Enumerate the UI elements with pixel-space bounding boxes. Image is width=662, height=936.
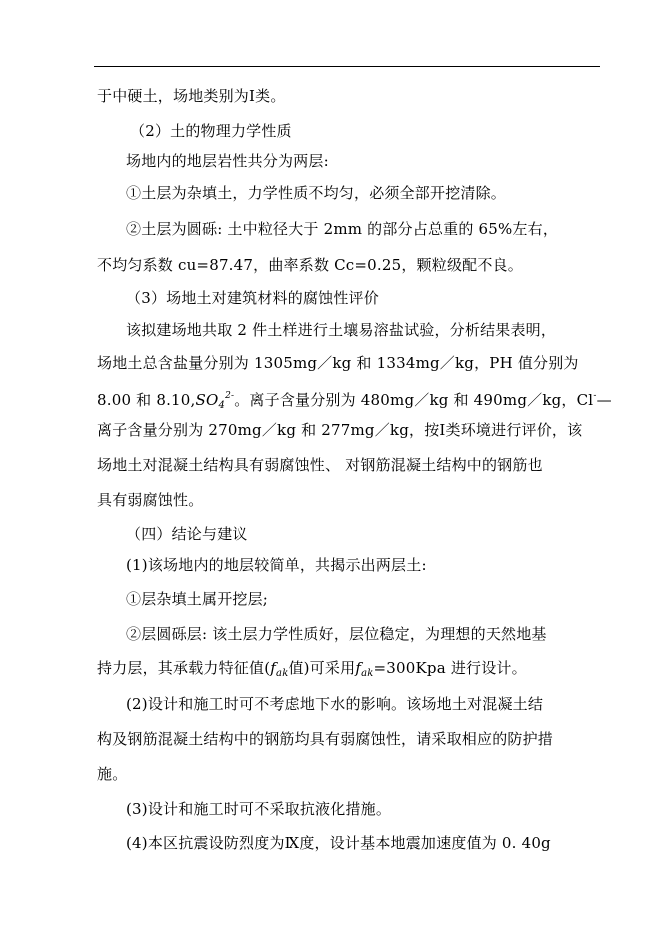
text-line — [97, 658, 527, 684]
text-line: 施。 — [97, 765, 128, 783]
text-line: ②层圆砾层: 该土层力学性质好，层位稳定，为理想的天然地基 — [126, 625, 547, 643]
text-line: 场地内的地层岩性共分为两层: — [126, 152, 329, 170]
text-line: (3)设计和施工时可不采取抗液化措施。 — [126, 800, 392, 818]
fak-symbol: $f_{ak}$ — [270, 659, 289, 679]
text-segment: 8.00 和 8.10, — [97, 391, 196, 409]
text-line: 该拟建场地共取 2 件土样进行土壤易溶盐试验，分析结果表明， — [126, 321, 557, 339]
text-segment: 持力层，其承载力特征值( — [97, 659, 271, 677]
text-segment: — — [596, 391, 612, 409]
text-line: ①层杂填土属开挖层; — [126, 590, 269, 608]
text-line: ②土层为圆砾: 土中粒径大于 2mm 的部分占总重的 65%左右， — [126, 220, 559, 238]
text-line: 不均匀系数 cu=87.47，曲率系数 Cc=0.25，颗粒级配不良。 — [97, 256, 523, 274]
text-line: 于中硬土，场地类别为Ⅰ类。 — [97, 87, 286, 105]
text-line — [97, 386, 612, 416]
text-line: (4)本区抗震设防烈度为Ⅸ度，设计基本地震加速度值为 0. 40g — [126, 834, 551, 852]
chloride-charge: - — [593, 391, 597, 401]
text-line: 构及钢筋混凝土结构中的钢筋均具有弱腐蚀性，请采取相应的防护措 — [97, 730, 554, 748]
text-line: 离子含量分别为 270mg／kg 和 277mg／kg，按Ⅰ类环境进行评价，该 — [97, 421, 583, 439]
text-segment: =300Kpa 进行设计。 — [373, 659, 527, 677]
sulfate-formula: $SO_4^{2-}$ — [195, 391, 235, 411]
section-heading: （3）场地土对建筑材料的腐蚀性评价 — [126, 289, 379, 307]
header-rule — [94, 66, 600, 67]
text-line: 场地土总含盐量分别为 1305mg／kg 和 1334mg／kg，PH 值分别为 — [97, 354, 579, 372]
text-line: ①土层为杂填土，力学性质不均匀，必须全部开挖清除。 — [126, 184, 507, 202]
text-line: 场地土对混凝土结构具有弱腐蚀性、 对钢筋混凝土结构中的钢筋也 — [97, 456, 543, 474]
text-segment: 值)可采用 — [288, 659, 356, 677]
fak-symbol: $f_{ak}$ — [355, 659, 374, 679]
text-line: (2)设计和施工时可不考虑地下水的影响。该场地土对混凝土结 — [126, 695, 544, 713]
text-line: 具有弱腐蚀性。 — [97, 491, 204, 509]
section-heading: （四）结论与建议 — [126, 525, 248, 543]
text-segment: 。离子含量分别为 480mg／kg 和 490mg／kg，Cl — [234, 391, 594, 409]
section-heading: （2）土的物理力学性质 — [130, 122, 292, 140]
text-line: (1)该场地内的地层较简单，共揭示出两层土: — [126, 556, 427, 574]
